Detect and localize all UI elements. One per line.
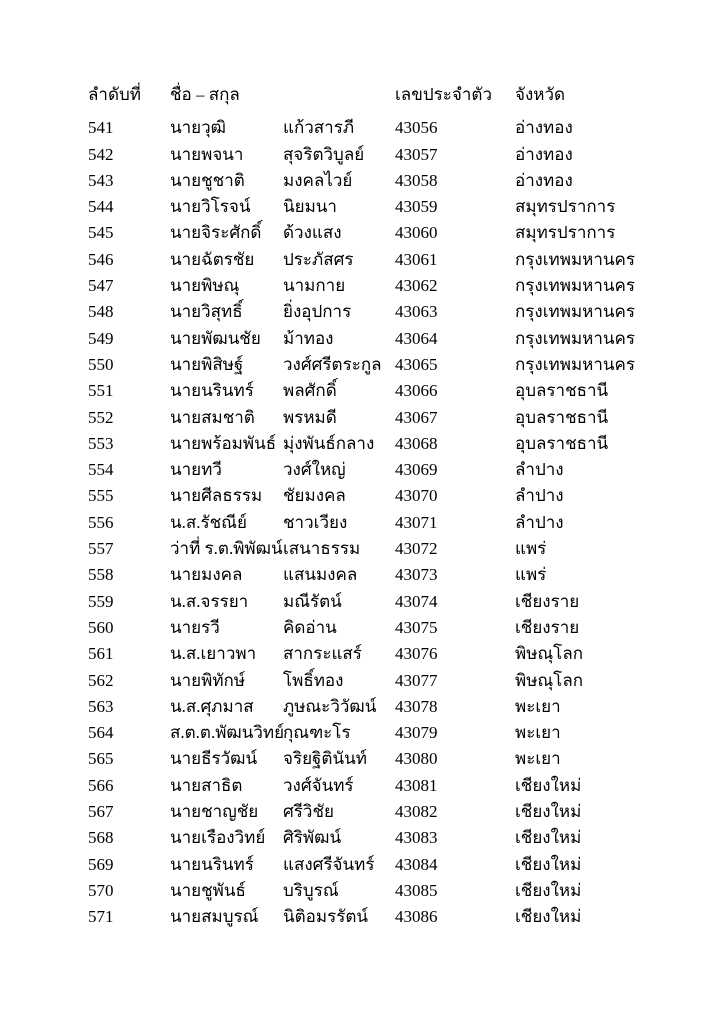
cell-first-name: นายชูชาติ — [170, 170, 245, 190]
cell-no: 549 — [88, 328, 114, 348]
cell-id-number: 43082 — [395, 802, 438, 822]
cell-province: อุบลราชธานี — [515, 433, 609, 453]
cell-first-name: น.ส.ศุภมาส — [170, 696, 254, 716]
cell-province: เชียงใหม่ — [515, 880, 582, 900]
cell-no: 547 — [88, 276, 114, 296]
cell-first-name: นายทวี — [170, 460, 222, 480]
cell-first-name: นายรวี — [170, 617, 220, 637]
table-row — [88, 720, 684, 746]
table-row — [88, 247, 684, 273]
cell-no: 568 — [88, 828, 114, 848]
roster-table — [88, 82, 684, 931]
table-row — [88, 878, 684, 904]
cell-no: 552 — [88, 407, 114, 427]
cell-no: 544 — [88, 197, 114, 217]
cell-id-number: 43081 — [395, 775, 438, 795]
table-row — [88, 299, 684, 325]
table-row — [88, 825, 684, 851]
cell-no: 570 — [88, 880, 114, 900]
cell-no: 555 — [88, 486, 114, 506]
cell-id-number: 43060 — [395, 223, 438, 243]
cell-first-name: นายเรืองวิทย์ — [170, 828, 266, 848]
cell-no: 550 — [88, 354, 114, 374]
cell-first-name: นายพิสิษฐ์ — [170, 354, 244, 374]
cell-last-name: พรหมดี — [283, 407, 337, 427]
cell-id-number: 43068 — [395, 433, 438, 453]
cell-id-number: 43070 — [395, 486, 438, 506]
cell-no: 543 — [88, 170, 114, 190]
cell-last-name: นามกาย — [283, 276, 346, 296]
cell-last-name: ศิริพัฒน์ — [283, 828, 342, 848]
header-province: จังหวัด — [515, 85, 566, 104]
cell-id-number: 43086 — [395, 907, 438, 927]
table-row — [88, 483, 684, 509]
cell-last-name: ศรีวิชัย — [283, 802, 334, 822]
cell-id-number: 43064 — [395, 328, 438, 348]
table-row — [88, 799, 684, 825]
cell-province: อุบลราชธานี — [515, 381, 609, 401]
cell-province: กรุงเทพมหานคร — [515, 249, 636, 269]
cell-id-number: 43083 — [395, 828, 438, 848]
cell-last-name: ชาวเวียง — [283, 512, 348, 532]
cell-first-name: น.ส.รัชณีย์ — [170, 512, 247, 532]
cell-last-name: มุ่งพันธ์กลาง — [283, 433, 375, 453]
cell-first-name: นายพัฒนชัย — [170, 328, 261, 348]
cell-id-number: 43063 — [395, 302, 438, 322]
cell-province: เชียงใหม่ — [515, 907, 582, 927]
cell-id-number: 43056 — [395, 118, 438, 138]
cell-last-name: ประภัสศร — [283, 249, 354, 269]
table-row — [88, 904, 684, 930]
cell-province: อุบลราชธานี — [515, 407, 609, 427]
cell-id-number: 43075 — [395, 617, 438, 637]
cell-last-name: คิดอ่าน — [283, 617, 337, 637]
cell-no: 551 — [88, 381, 114, 401]
table-row — [88, 405, 684, 431]
cell-first-name: นายธีรวัฒน์ — [170, 749, 258, 769]
cell-province: เชียงใหม่ — [515, 775, 582, 795]
cell-first-name: นายพร้อมพันธ์ — [170, 433, 277, 453]
cell-province: พะเยา — [515, 723, 561, 743]
cell-id-number: 43061 — [395, 249, 438, 269]
table-row — [88, 142, 684, 168]
cell-last-name: สากระแสร์ — [283, 644, 362, 664]
cell-province: พะเยา — [515, 749, 561, 769]
cell-province: อ่างทอง — [515, 170, 573, 190]
table-row — [88, 168, 684, 194]
header-no: ลำดับที่ — [88, 85, 142, 104]
cell-last-name: แสนมงคล — [283, 565, 358, 585]
cell-last-name: โพธิ์ทอง — [283, 670, 344, 690]
cell-id-number: 43067 — [395, 407, 438, 427]
table-row — [88, 589, 684, 615]
cell-first-name: นายสาธิต — [170, 775, 243, 795]
cell-no: 541 — [88, 118, 114, 138]
cell-id-number: 43057 — [395, 144, 438, 164]
cell-no: 562 — [88, 670, 114, 690]
cell-no: 553 — [88, 433, 114, 453]
cell-id-number: 43059 — [395, 197, 438, 217]
cell-last-name: พลศักดิ์ — [283, 381, 337, 401]
cell-no: 569 — [88, 854, 114, 874]
cell-last-name: แสงศรีจันทร์ — [283, 854, 375, 874]
table-row — [88, 536, 684, 562]
cell-id-number: 43078 — [395, 696, 438, 716]
table-row — [88, 852, 684, 878]
cell-id-number: 43072 — [395, 539, 438, 559]
cell-id-number: 43074 — [395, 591, 438, 611]
table-row — [88, 641, 684, 667]
table-row — [88, 194, 684, 220]
cell-first-name: นายนรินทร์ — [170, 854, 254, 874]
cell-no: 546 — [88, 249, 114, 269]
cell-id-number: 43066 — [395, 381, 438, 401]
cell-province: แพร่ — [515, 539, 547, 559]
cell-first-name: นายมงคล — [170, 565, 243, 585]
cell-first-name: นายพิทักษ์ — [170, 670, 246, 690]
cell-no: 566 — [88, 775, 114, 795]
cell-province: เชียงราย — [515, 591, 580, 611]
cell-last-name: วงศ์ใหญ่ — [283, 460, 346, 480]
cell-no: 559 — [88, 591, 114, 611]
cell-id-number: 43080 — [395, 749, 438, 769]
cell-last-name: กุณฑะโร — [283, 723, 351, 743]
cell-first-name: ส.ต.ต.พัฒนวิทย์ — [170, 723, 285, 743]
cell-no: 571 — [88, 907, 114, 927]
cell-first-name: น.ส.เยาวพา — [170, 644, 257, 664]
cell-province: เชียงใหม่ — [515, 828, 582, 848]
cell-province: เชียงใหม่ — [515, 802, 582, 822]
table-row — [88, 510, 684, 536]
table-row — [88, 273, 684, 299]
cell-id-number: 43071 — [395, 512, 438, 532]
cell-id-number: 43085 — [395, 880, 438, 900]
cell-no: 545 — [88, 223, 114, 243]
cell-no: 556 — [88, 512, 114, 532]
cell-no: 558 — [88, 565, 114, 585]
header-id: เลขประจำตัว — [395, 85, 492, 104]
cell-last-name: ม้าทอง — [283, 328, 334, 348]
cell-last-name: เสนาธรรม — [283, 539, 361, 559]
cell-province: กรุงเทพมหานคร — [515, 354, 636, 374]
table-body — [88, 115, 684, 930]
cell-last-name: บริบูรณ์ — [283, 880, 339, 900]
cell-province: ลำปาง — [515, 512, 564, 532]
cell-no: 554 — [88, 460, 114, 480]
cell-first-name: นายศีลธรรม — [170, 486, 263, 506]
cell-first-name: นายฉัตรชัย — [170, 249, 255, 269]
table-row — [88, 220, 684, 246]
cell-last-name: วงศ์จันทร์ — [283, 775, 354, 795]
cell-last-name: นิติอมรรัตน์ — [283, 907, 368, 927]
cell-last-name: แก้วสารภี — [283, 118, 355, 138]
cell-province: พิษณุโลก — [515, 670, 584, 690]
cell-no: 563 — [88, 696, 114, 716]
cell-province: กรุงเทพมหานคร — [515, 276, 636, 296]
cell-last-name: สุจริตวิบูลย์ — [283, 144, 365, 164]
table-row — [88, 746, 684, 772]
table-row — [88, 562, 684, 588]
cell-province: เชียงราย — [515, 617, 580, 637]
cell-province: อ่างทอง — [515, 118, 573, 138]
cell-no: 542 — [88, 144, 114, 164]
header-name: ชื่อ – สกุล — [170, 85, 240, 104]
cell-province: กรุงเทพมหานคร — [515, 328, 636, 348]
table-row — [88, 115, 684, 141]
cell-id-number: 43084 — [395, 854, 438, 874]
cell-no: 565 — [88, 749, 114, 769]
cell-province: อ่างทอง — [515, 144, 573, 164]
cell-last-name: ภูษณะวิวัฒน์ — [283, 696, 377, 716]
cell-province: เชียงใหม่ — [515, 854, 582, 874]
cell-first-name: น.ส.จรรยา — [170, 591, 249, 611]
cell-last-name: มณีรัตน์ — [283, 591, 342, 611]
cell-province: แพร่ — [515, 565, 547, 585]
cell-first-name: นายพจนา — [170, 144, 244, 164]
cell-id-number: 43079 — [395, 723, 438, 743]
cell-last-name: นิยมนา — [283, 197, 337, 217]
table-row — [88, 431, 684, 457]
cell-province: สมุทรปราการ — [515, 223, 616, 243]
cell-no: 557 — [88, 539, 114, 559]
cell-no: 564 — [88, 723, 114, 743]
table-row — [88, 773, 684, 799]
cell-province: สมุทรปราการ — [515, 197, 616, 217]
cell-last-name: ชัยมงคล — [283, 486, 346, 506]
cell-last-name: วงศ์ศรีตระกูล — [283, 354, 382, 374]
table-row — [88, 668, 684, 694]
cell-first-name: นายวุฒิ — [170, 118, 227, 138]
cell-id-number: 43058 — [395, 170, 438, 190]
cell-id-number: 43073 — [395, 565, 438, 585]
cell-no: 548 — [88, 302, 114, 322]
cell-first-name: นายชูพันธ์ — [170, 880, 246, 900]
cell-first-name: นายพิษณุ — [170, 276, 240, 296]
cell-province: ลำปาง — [515, 486, 564, 506]
table-row — [88, 694, 684, 720]
cell-first-name: ว่าที่ ร.ต.พิพัฒน์ — [170, 539, 283, 559]
table-row — [88, 615, 684, 641]
cell-id-number: 43062 — [395, 276, 438, 296]
cell-id-number: 43065 — [395, 354, 438, 374]
cell-no: 561 — [88, 644, 114, 664]
table-row — [88, 378, 684, 404]
cell-first-name: นายวิโรจน์ — [170, 197, 251, 217]
cell-first-name: นายจิระศักดิ์ — [170, 223, 262, 243]
cell-first-name: นายนรินทร์ — [170, 381, 254, 401]
cell-last-name: ยิ่งอุปการ — [283, 302, 352, 322]
cell-province: ลำปาง — [515, 460, 564, 480]
table-header-row — [88, 82, 684, 108]
cell-first-name: นายชาญชัย — [170, 802, 259, 822]
cell-last-name: มงคลไวย์ — [283, 170, 353, 190]
cell-no: 560 — [88, 617, 114, 637]
table-row — [88, 326, 684, 352]
cell-province: พะเยา — [515, 696, 561, 716]
cell-no: 567 — [88, 802, 114, 822]
cell-province: กรุงเทพมหานคร — [515, 302, 636, 322]
cell-id-number: 43076 — [395, 644, 438, 664]
cell-province: พิษณุโลก — [515, 644, 584, 664]
cell-last-name: ด้วงแสง — [283, 223, 342, 243]
cell-id-number: 43077 — [395, 670, 438, 690]
cell-first-name: นายสมชาติ — [170, 407, 255, 427]
cell-first-name: นายวิสุทธิ์ — [170, 302, 243, 322]
cell-last-name: จริยฐิตินันท์ — [283, 749, 367, 769]
table-row — [88, 352, 684, 378]
cell-first-name: นายสมบูรณ์ — [170, 907, 259, 927]
table-row — [88, 457, 684, 483]
cell-id-number: 43069 — [395, 460, 438, 480]
